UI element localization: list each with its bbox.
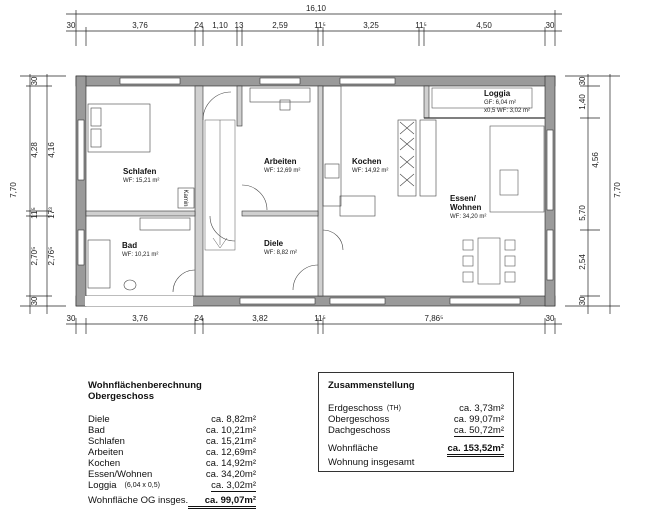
room-schlafen-wf: WF: 15,21 m²: [123, 178, 160, 184]
summary-title: Zusammenstellung: [328, 380, 415, 391]
sofa-icon: [490, 126, 544, 212]
dim-top-2: 24: [194, 21, 204, 30]
wall-inner-2: [318, 86, 323, 296]
dim-top-7: 3,25: [363, 21, 379, 30]
area-calculation-table: [88, 380, 256, 509]
dim-right-1: 1,40: [578, 94, 587, 110]
table-row-value: ca. 10,21m²: [205, 425, 256, 436]
dim-bottom-3: 3,82: [252, 314, 268, 323]
dim-bottom-0: 30: [66, 314, 76, 323]
dim-top-10: 30: [545, 21, 555, 30]
table-row: [88, 458, 256, 469]
table-row-label: Kochen: [88, 458, 121, 469]
table-row-value: ca. 14,92m²: [205, 458, 256, 469]
table-row-label: Arbeiten: [88, 447, 124, 458]
dim-left-total: 7,70: [9, 182, 18, 198]
room-diele-name: Diele: [264, 239, 284, 248]
table-row: [88, 436, 256, 447]
room-loggia-name: Loggia: [484, 89, 511, 98]
table-row-label: Bad: [88, 425, 105, 436]
dim-left-inner-0: 4,16: [47, 142, 56, 158]
summary-total-value: ca. 153,52m²: [447, 443, 504, 457]
dim-right-5: 30: [578, 296, 587, 306]
summary-total-label-1: Wohnfläche: [328, 443, 378, 454]
dim-right-labels: [578, 76, 622, 305]
dim-left-labels: [9, 76, 56, 305]
sink-icon: [140, 218, 190, 230]
summary-row-value: ca. 3,73m²: [459, 403, 504, 414]
dim-right-2: 4,56: [591, 152, 600, 168]
kitchen-counter: [323, 86, 436, 216]
table-row-value: ca. 15,21m²: [205, 436, 256, 447]
wall-bad-top: [86, 211, 195, 216]
room-arbeiten-wf: WF: 12,69 m²: [264, 168, 301, 174]
summary-rows: [328, 403, 504, 437]
table-total-row: [88, 495, 256, 506]
loggia-area: [432, 88, 532, 108]
summary-row-value: ca. 99,07m²: [453, 414, 504, 425]
table-row-value: ca. 8,82m²: [211, 414, 256, 425]
table-title-2: Obergeschoss: [88, 391, 154, 402]
dim-top-3: 1,10: [212, 21, 228, 30]
dim-left-0: 30: [30, 76, 39, 86]
dim-bottom-2: 24: [194, 314, 204, 323]
table-row-label: Essen/Wohnen: [88, 469, 153, 480]
dim-bottom-6: 30: [545, 314, 555, 323]
bed-icon: [88, 104, 150, 152]
room-essen-name-2: Wohnen: [450, 203, 482, 212]
table-row: [88, 480, 256, 492]
wall-loggia: [424, 86, 429, 118]
summary-table: [328, 380, 504, 468]
wall-diele-top: [242, 211, 318, 216]
table-row-label: Diele: [88, 414, 110, 425]
table-row: [88, 469, 256, 480]
dim-top-9: 4,50: [476, 21, 492, 30]
toilet-icon: [124, 280, 136, 290]
room-essen-name-1: Essen/: [450, 194, 476, 203]
dim-left-inner-1: 17³: [47, 207, 56, 219]
desk-icon: [250, 88, 310, 110]
dim-top-5: 2,59: [272, 21, 288, 30]
room-kochen-wf: WF: 14,92 m²: [352, 168, 389, 174]
dim-bottom-4: 11⁵: [314, 314, 326, 323]
table-row-label: Schlafen: [88, 436, 125, 447]
coffee-table-icon: [500, 170, 518, 195]
bathtub-icon: [88, 240, 110, 288]
table-row-note: (6,04 x 0,5): [124, 482, 160, 489]
summary-row-note: (TH): [386, 405, 401, 412]
table-title-1: Wohnflächenberechnung: [88, 380, 202, 391]
summary-row-label: Obergeschoss: [328, 414, 390, 425]
dim-left-1: 4,28: [30, 142, 39, 158]
summary-row: [328, 414, 504, 425]
dim-left-3: 2,70⁵: [30, 246, 39, 266]
room-arbeiten-name: Arbeiten: [264, 157, 297, 166]
dim-top-8: 11⁵: [415, 21, 427, 30]
summary-row-label: Dachgeschoss: [328, 425, 391, 436]
room-loggia-wf: x0,5 WF: 3,02 m²: [484, 108, 531, 114]
room-schlafen-name: Schlafen: [123, 167, 157, 176]
dim-right-3: 5,70: [578, 205, 587, 221]
table-row-value: ca. 34,20m²: [205, 469, 256, 480]
room-diele-wf: WF: 8,82 m²: [264, 250, 298, 256]
dim-left-inner-2: 2,76⁵: [47, 246, 56, 266]
wall-corridor: [237, 86, 242, 126]
wall-west: [76, 76, 86, 306]
dim-top-0: 30: [66, 21, 76, 30]
summary-row: [328, 403, 504, 414]
table-rows: [88, 414, 256, 492]
table-total-label: Wohnfläche OG insges.: [88, 495, 189, 506]
room-bad-name: Bad: [122, 241, 138, 250]
dim-top-total: 16,10: [305, 4, 327, 13]
dim-left-2: 11⁵: [30, 207, 39, 219]
dining-table-icon: [478, 238, 500, 284]
dim-top-4: 13: [234, 21, 244, 30]
summary-row-value: ca. 50,72m²: [453, 425, 504, 436]
table-total-value: ca. 99,07m²: [204, 495, 256, 506]
dim-bottom-1: 3,76: [132, 314, 148, 323]
dim-left-4: 30: [30, 296, 39, 306]
dim-right-0: 30: [578, 76, 587, 86]
table-row: [88, 425, 256, 436]
wall-inner-1: [195, 86, 203, 296]
dim-top-6: 11⁵: [314, 21, 326, 30]
room-essen-wf: WF: 34,20 m²: [450, 214, 487, 220]
room-bad-wf: WF: 10,21 m²: [122, 252, 159, 258]
table-row: [88, 447, 256, 458]
dim-top-1: 3,76: [132, 21, 148, 30]
dim-right-total: 7,70: [613, 182, 622, 198]
dim-bottom-5: 7,86⁵: [424, 314, 444, 323]
summary-total-row: [328, 443, 504, 457]
table-row-label: Loggia: [88, 480, 117, 491]
room-kochen-name: Kochen: [352, 157, 382, 166]
summary-total-label-2: Wohnung insgesamt: [328, 457, 415, 468]
summary-row-label: Erdgeschoss: [328, 403, 383, 414]
dim-bottom-labels: [67, 314, 555, 323]
kamin-label: Kamin: [182, 189, 188, 207]
dim-top-labels: [67, 21, 555, 30]
dim-right-4: 2,54: [578, 254, 587, 270]
table-row-value: ca. 3,02m²: [211, 480, 256, 491]
table-row: [88, 414, 256, 425]
summary-total-row-2: [328, 457, 504, 468]
room-loggia-gf: GF: 6,04 m²: [484, 100, 517, 106]
summary-row: [328, 425, 504, 437]
table-row-value: ca. 12,69m²: [205, 447, 256, 458]
